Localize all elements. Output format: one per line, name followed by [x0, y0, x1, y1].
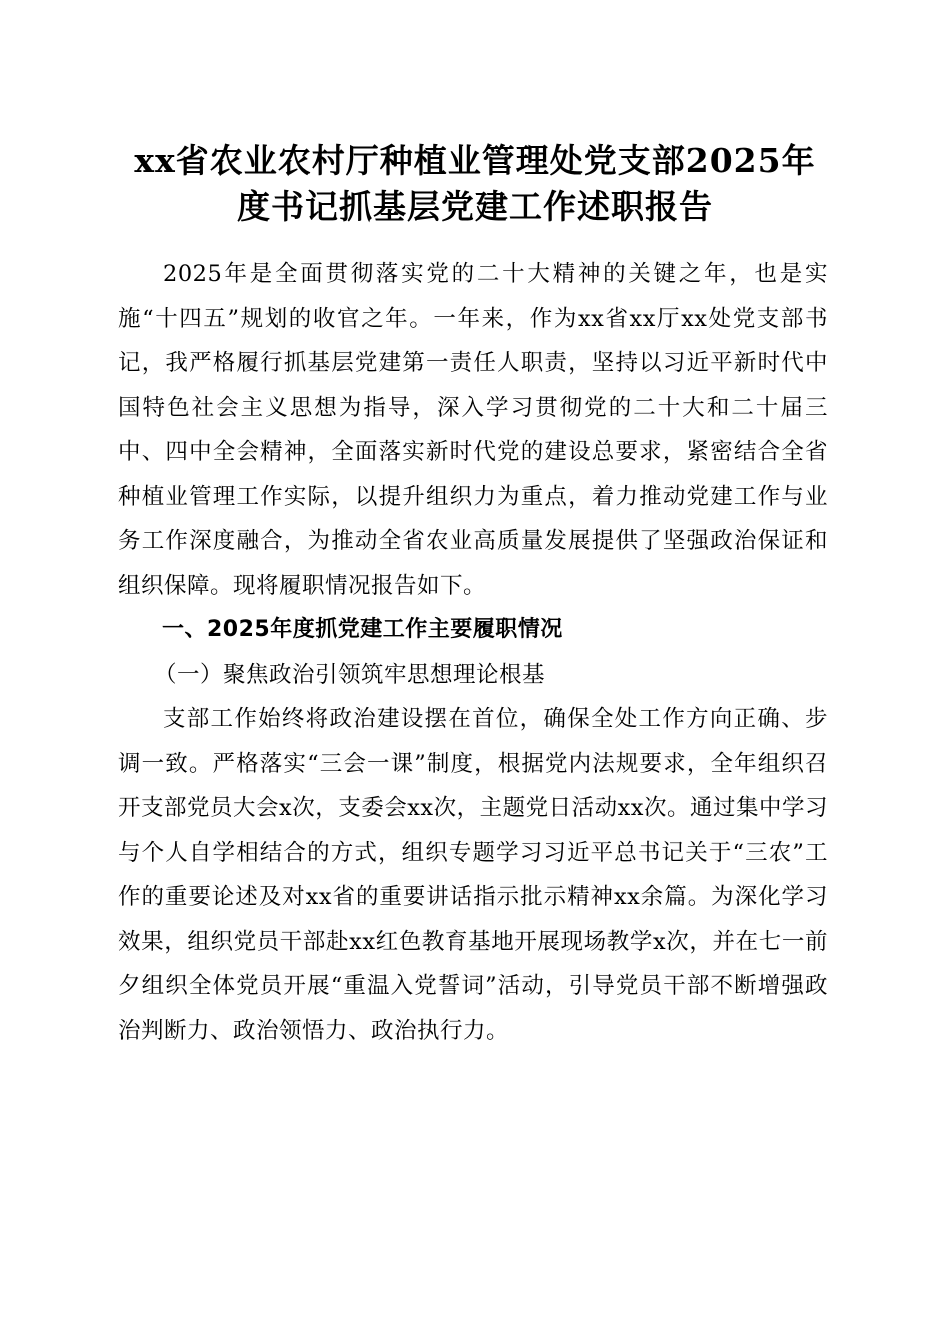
document-title [110, 138, 840, 230]
document-body [118, 252, 828, 1053]
intro-paragraph: 2025年是全面贯彻落实党的二十大精神的关键之年，也是实施“十四五”规划的收官之年。一年来，作为xx省xx厅xx处党支部书记，我严格履行抓基层党建第一责任人职责，坚持以习近平新时代中国特色社会主义思想为指导，深入学习贯彻党的二十大和二十届三中、四中全会精神，全面落实新时代党的建设总要求，紧密结合全省种植业管理工作实际，以提升组织力为重点，着力推动党建工作与业务工作深度融合，为推动全省农业高质量发展提供了坚强政治保证和组织保障。现将履职情况报告如下。 [118, 261, 828, 599]
title-line-2: 度书记抓基层党建工作述职报告 [237, 187, 713, 226]
title-line-1: xx省农业农村厅种植业管理处党支部2025年 [134, 141, 816, 180]
section-heading: 一、2025年度抓党建工作主要履职情况 [162, 617, 563, 642]
section-paragraph: 支部工作始终将政治建设摆在首位，确保全处工作方向正确、步调一致。严格落实“三会一课”制度，根据党内法规要求，全年组织召开支部党员大会x次，支委会xx次，主题党日活动xx次。通过集中学习与个人自学相结合的方式，组织专题学习习近平总书记关于“三农”工作的重要论述及对xx省的重要讲话指示批示精神xx余篇。为深化学习效果，组织党员干部赴xx红色教育基地开展现场教学x次，并在七一前夕组织全体党员开展“重温入党誓词”活动，引导党员干部不断增强政治判断力、政治领悟力、政治执行力。 [118, 706, 828, 1044]
subsection-heading: （一）聚焦政治引领筑牢思想理论根基 [154, 661, 546, 688]
